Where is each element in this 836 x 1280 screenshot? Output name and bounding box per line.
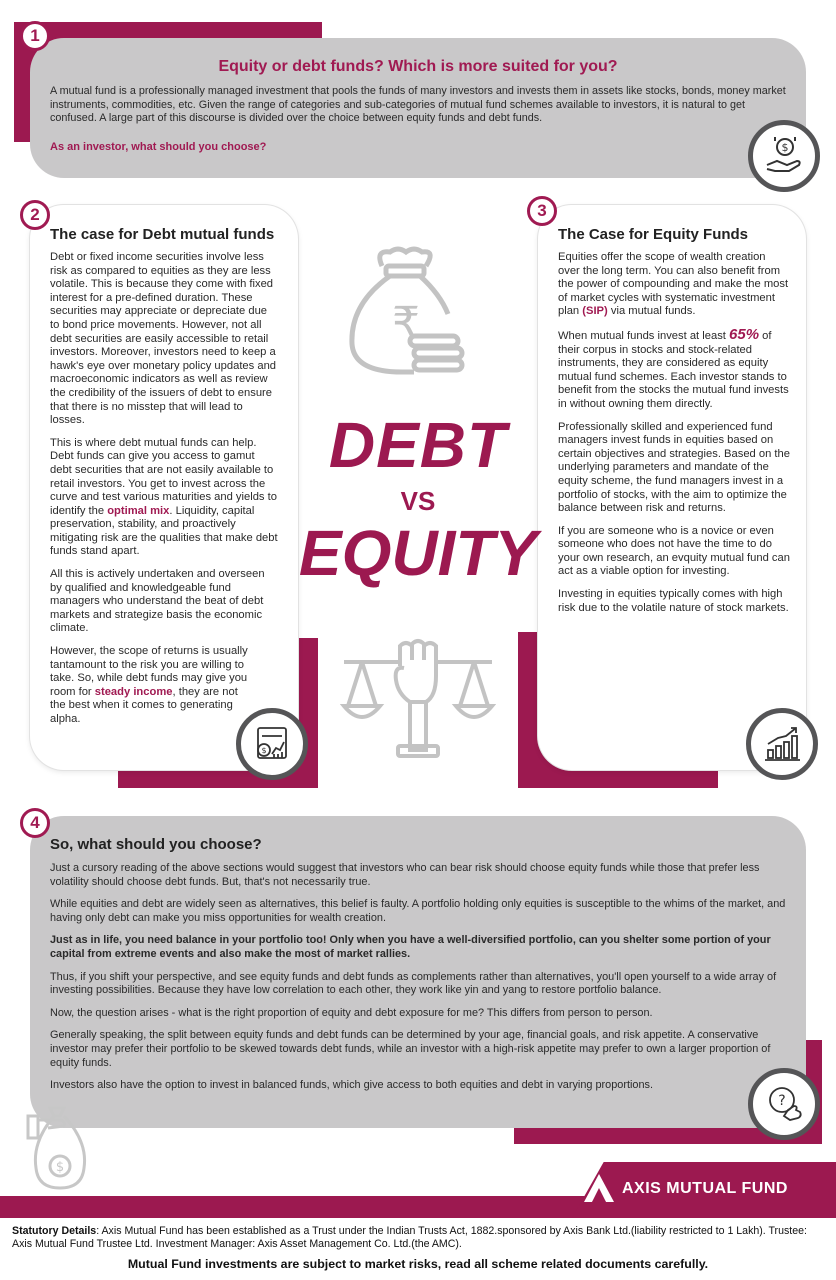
section4-title: So, what should you choose? [50,836,262,853]
section2-paragraph-4: However, the scope of returns is usually tantamount to the risk you are willing to take. So, while debt funds may give you room for steady income, they are not the best when it comes to generating alpha. [50,645,248,725]
section3-text [558,251,790,624]
svg-text:₹: ₹ [392,298,420,349]
section4-paragraph-4: Thus, if you shift your perspective, and see equity funds and debt funds as complements rather than alternatives, you'll open yourself to a wide array of investing possibilities. Because they have low correlation to each other, they work like yin and yang to restore portfolio balance. [50,970,777,997]
section4-number-badge: 4 [20,808,50,838]
section2-number-badge: 2 [20,200,50,230]
vs-heading: VS [400,486,436,516]
risk-disclaimer: Mutual Fund investments are subject to market risks, read all scheme related documents carefully. [127,1257,709,1271]
section4-paragraph-7: Investors also have the option to invest in balanced funds, which give access to both equities and debt in varying proportions. [50,1079,653,1092]
section1-question: As an investor, what should you choose? [50,141,267,153]
section1-number-badge: 1 [20,21,50,51]
brand-name: AXIS MUTUAL FUND [622,1180,788,1197]
section4-balance-highlight: Just as in life, you need balance in your portfolio too! Only when you have a well-diversified portfolio, can you shelter some portion of your capital from extreme events and also make the most of market rallies. [50,934,771,960]
optimal-mix-highlight: optimal mix [107,504,170,517]
section3-number-badge: 3 [527,196,557,226]
section4-text [50,862,790,1102]
sip-highlight: (SIP) [582,305,608,318]
debt-heading: DEBT [328,409,508,481]
svg-text:$: $ [55,1160,65,1175]
steady-income-highlight: steady income [94,685,173,698]
section3-paragraph-1: Equities offer the scope of wealth creation over the long term. You can also benefit from the power of compounding and make the most of market cycles with systematic investment plan (SIP) via mutual funds. [558,251,789,318]
section1-title: Equity or debt funds? Which is more suited for you? [218,58,618,75]
section1-body: A mutual fund is a professionally managed investment that pools the funds of many investors and invests them in assets like stocks, bonds, money market instruments, commodities, etc. Given the range of categories and sub-categories of mutual fund schemes available to investors, it is natural to get confused. A large part of this discourse is divided over the choice between equity funds and debt funds. [50,85,786,125]
section3-title: The Case for Equity Funds [558,226,749,243]
percent-highlight: 65% [729,325,760,343]
section2-title: The case for Debt mutual funds [50,226,275,243]
section3-paragraph-5: Investing in equities typically comes with high risk due to the volatile nature of stock markets. [558,588,789,614]
section4-paragraph-5: Now, the question arises - what is the right proportion of equity and debt exposure for me? This differs from person to person. [50,1006,653,1019]
growth-chart-icon [746,708,818,780]
section3-paragraph-4: If you are someone who is a novice or even someone who does not have the time to do your own research, an evquity mutual fund can act as a viable option for investing. [558,524,790,578]
section4-paragraph-1: Just a cursory reading of the above sections would suggest that investors who can bear risk should choose equity funds while those that prefer less volatility should choose debt funds. But, that's not necessarily true. [50,862,760,888]
rupee-money-bag-icon [340,244,470,384]
axis-logo-icon [582,1172,616,1204]
section2-paragraph-3: All this is actively undertaken and overseen by qualified and knowledgeable fund managers who understand the beat of debt markets and strategize basis the economic climate. [50,568,265,635]
fist-scales-icon [340,636,496,760]
svg-text:$: $ [781,141,789,154]
statutory-details: Statutory Details: Axis Mutual Fund has been established as a Trust under the Indian Trusts Act, 1882.sponsored by Axis Bank Ltd.(liability restricted to 1 Lakh). Trustee: Axis Mutual Fund Trustee Ltd. Investment Manager: Axis Asset Management Co. Ltd.(the AMC). [12,1225,807,1250]
section4-paragraph-6: Generally speaking, the split between equity funds and debt funds can be determined by your age, financial goals, and risk appetite. A conservative investor may prefer their portfolio to be skewed towards debt funds, while an investor with a high-risk appetite may prefer to own a larger proportion of equity funds. [50,1029,771,1069]
section4-paragraph-2: While equities and debt are widely seen as alternatives, this belief is faulty. A portfolio holding only equities is susceptible to the whims of the market, and having only debt can make you miss opportunities for wealth creation. [50,898,786,924]
svg-text:?: ? [778,1093,786,1109]
rupee-bag-hand-icon [24,1102,94,1194]
money-hand-icon [748,120,820,192]
section3-paragraph-3: Professionally skilled and experienced fund managers invest funds in equities based on certain objectives and strategies. Based on the underlying parameters and mandate of the equity scheme, the fund managers invest in a portfolio of stocks, with the aim to optimize the balance between risk and returns. [558,420,790,515]
section2-text [50,251,278,736]
section2-paragraph-2: This is where debt mutual funds can help. Debt funds can give you access to gamut debt securities that are not easily available to retail investors. You get to invest across the curve and test various maturities and yields to identify the optimal mix. Liquidity, capital preservation, stability, and proactively mitigating risk are the qualities that make debt funds stand apart. [50,436,278,558]
equity-heading: EQUITY [298,517,538,589]
investment-chart-icon [236,708,308,780]
question-hand-icon [748,1068,820,1140]
section3-paragraph-2: When mutual funds invest at least 65% of their corpus in stocks and stock-related instruments, they are considered as equity mutual fund schemes. Each investor stands to benefit from the stocks the mutual fund invests in without owning them directly. [558,325,789,410]
svg-text:$: $ [261,746,267,755]
statutory-label: Statutory Details [12,1225,97,1237]
section2-paragraph-1: Debt or fixed income securities involve less risk as compared to equities as they are less volatile. This is because they come with fixed interest for a pre-defined duration. These securities may appreciate or depreciate due to bond price movements. However, not all debt securities are easily accessible to retail investors. Moreover, investors need to keep a hawk's eye over monetary policy updates and macroeconomic indicators as well as review the credibility of the issuers of debt to ensure that there is no misstep that will lead to losses. [50,251,277,427]
